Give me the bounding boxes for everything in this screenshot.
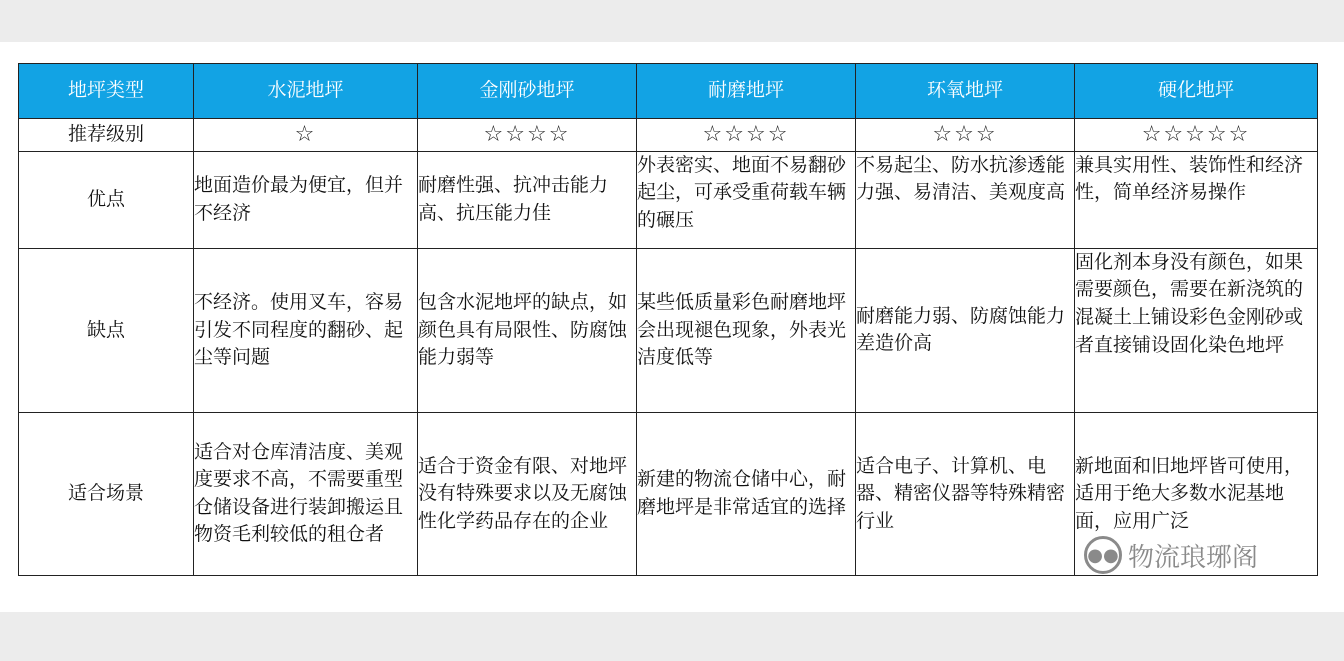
star-rating-icon: ☆☆☆ bbox=[932, 122, 998, 147]
table-cell: 适合对仓库清洁度、美观度要求不高，不需要重型仓储设备进行装卸搬运且物资毛利较低的租仓者 bbox=[194, 412, 418, 575]
row-label-rating: 推荐级别 bbox=[19, 119, 194, 152]
rating-cell bbox=[418, 119, 637, 152]
header-cell-cement: 水泥地坪 bbox=[194, 64, 418, 119]
row-label-cons: 缺点 bbox=[19, 248, 194, 412]
table-cell: 耐磨能力弱、防腐蚀能力差造价高 bbox=[856, 248, 1075, 412]
table-row-cons bbox=[19, 248, 1318, 412]
table-row-pros bbox=[19, 151, 1318, 248]
rating-cell bbox=[637, 119, 856, 152]
rating-cell bbox=[1075, 119, 1318, 152]
table-row-rating bbox=[19, 119, 1318, 152]
watermark bbox=[1084, 536, 1258, 574]
row-label-scenarios: 适合场景 bbox=[19, 412, 194, 575]
table-cell: 不易起尘、防水抗渗透能力强、易清洁、美观度高 bbox=[856, 151, 1075, 248]
star-rating-icon: ☆☆☆☆ bbox=[702, 122, 790, 147]
header-cell-wear-resistant: 耐磨地坪 bbox=[637, 64, 856, 119]
table-cell: 外表密实、地面不易翻砂起尘，可承受重荷载车辆的碾压 bbox=[637, 151, 856, 248]
table-cell: 地面造价最为便宜，但并不经济 bbox=[194, 151, 418, 248]
table-cell: 适合于资金有限、对地坪没有特殊要求以及无腐蚀性化学药品存在的企业 bbox=[418, 412, 637, 575]
star-rating-icon: ☆☆☆☆ bbox=[483, 122, 571, 147]
table-cell: 适合电子、计算机、电器、精密仪器等特殊精密行业 bbox=[856, 412, 1075, 575]
table-cell: 新地面和旧地坪皆可使用，适用于绝大多数水泥基地面，应用广泛 bbox=[1075, 412, 1318, 575]
table-cell: 不经济。使用叉车，容易引发不同程度的翻砂、起尘等问题 bbox=[194, 248, 418, 412]
header-row bbox=[19, 64, 1318, 119]
rating-cell bbox=[856, 119, 1075, 152]
header-cell-epoxy: 环氧地坪 bbox=[856, 64, 1075, 119]
table-cell: 耐磨性强、抗冲击能力高、抗压能力佳 bbox=[418, 151, 637, 248]
table-cell: 某些低质量彩色耐磨地坪会出现褪色现象，外表光洁度低等 bbox=[637, 248, 856, 412]
floor-comparison-table bbox=[18, 63, 1318, 576]
star-rating-icon: ☆☆☆☆☆ bbox=[1141, 122, 1251, 147]
table-cell: 包含水泥地坪的缺点，如颜色具有局限性、防腐蚀能力弱等 bbox=[418, 248, 637, 412]
header-cell-type: 地坪类型 bbox=[19, 64, 194, 119]
watermark-text: 物流琅琊阁 bbox=[1128, 542, 1259, 573]
wechat-icon: ●● bbox=[1084, 536, 1122, 574]
table-cell: 固化剂本身没有颜色，如果需要颜色，需要在新浇筑的混凝土上铺设彩色金刚砂或者直接铺设固化染色地坪 bbox=[1075, 248, 1318, 412]
row-label-pros: 优点 bbox=[19, 151, 194, 248]
table-cell: 兼具实用性、装饰性和经济性，简单经济易操作 bbox=[1075, 151, 1318, 248]
star-rating-icon: ☆ bbox=[294, 122, 317, 147]
table-cell: 新建的物流仓储中心，耐磨地坪是非常适宜的选择 bbox=[637, 412, 856, 575]
header-cell-hardened: 硬化地坪 bbox=[1075, 64, 1318, 119]
header-cell-emery: 金刚砂地坪 bbox=[418, 64, 637, 119]
rating-cell bbox=[194, 119, 418, 152]
